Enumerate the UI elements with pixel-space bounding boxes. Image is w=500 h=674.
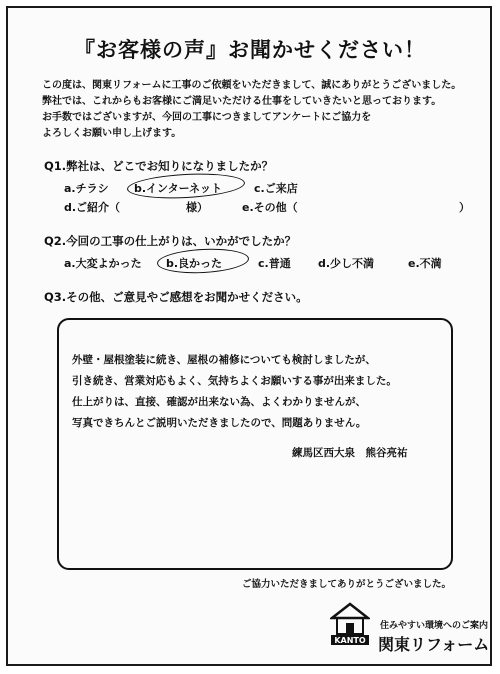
q1-option-referral: d.ご紹介（	[64, 201, 121, 214]
q2-option-normal: c.普通	[258, 257, 291, 270]
intro-line: この度は、関東リフォームに工事のご依頼をいただきまして、誠にありがとうございました。	[42, 80, 462, 91]
q2-question: Q2.今回の工事の仕上がりは、いかがでしたか？	[44, 234, 297, 248]
q1-question: Q1.弊社は、どこでお知りになりましたか？	[44, 159, 274, 173]
logo-tagline: 住みやすい環境へのご案内	[380, 621, 489, 631]
q1-option-internet: b.インターネット	[134, 182, 223, 195]
answer-line: 引き続き、営業対応もよく、気持ちよくお願いする事が出来ました。	[72, 375, 397, 387]
intro-line: お手数ではございますが、今回の工事につきましてアンケートにご協力を	[42, 112, 372, 123]
q1-option-other: e.その他（	[242, 201, 298, 214]
q1-option-other-close: ）	[459, 201, 470, 214]
q2-option-good: b.良かった	[166, 257, 223, 270]
intro-line: よろしくお願い申し上げます。	[42, 128, 182, 139]
answer-line: 仕上がりは、直接、確認が出来ない為、よくわかりませんが、	[72, 396, 366, 408]
q1-option-flyer: a.チラシ	[64, 182, 109, 195]
intro-line: 弊社では、これからもお客様にご満足いただける仕事をしていきたいと思っております。	[42, 96, 442, 107]
q1-option-store-visit: c.ご来店	[254, 182, 298, 195]
house-logo-icon	[330, 598, 370, 646]
q3-question: Q3.その他、ご意見やご感想をお聞かせください。	[44, 290, 308, 304]
logo-caption: KANTO	[334, 636, 366, 645]
answer-line: 外壁・屋根塗装に続き、屋根の補修についても検討しましたが、	[72, 354, 376, 366]
customer-signature: 練馬区西大泉 熊谷亮祐	[292, 447, 408, 459]
q1-option-referral-suffix: 様）	[186, 201, 208, 214]
q2-option-slightly-dissatisfied: d.少し不満	[318, 257, 375, 270]
page-title: 『お客様の声』お聞かせください！	[74, 38, 426, 62]
answer-line: 写真できちんとご説明いただきましたので、問題ありません。	[72, 417, 367, 429]
q2-option-very-good: a.大変よかった	[64, 257, 142, 270]
company-name: 関東リフォーム	[378, 635, 490, 654]
thanks-message: ご協力いただきましてありがとうございました。	[242, 579, 452, 590]
intro-text	[42, 78, 462, 142]
q2-option-dissatisfied: e.不満	[408, 257, 442, 270]
